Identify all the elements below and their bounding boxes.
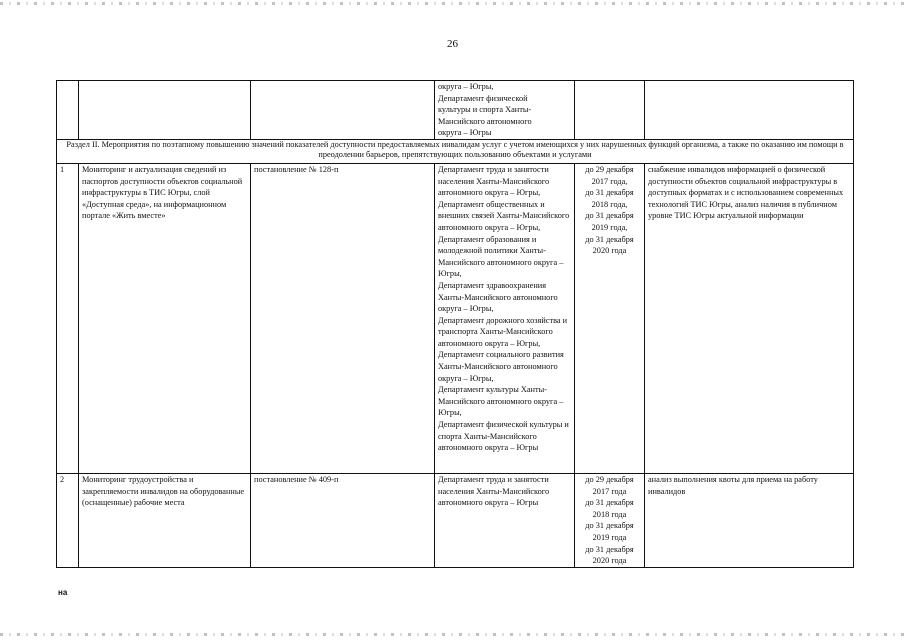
cell-deadline <box>575 81 645 140</box>
footer-mark: на <box>58 588 68 597</box>
section-title: Раздел II. Мероприятия по поэтапному повышению значений показателей доступности предоставляемых инвалидам услуг с учетом имеющихся у них нарушенных функций организма, а также по оказанию им помощи в преодолении барьеров, препятствующих пользованию объектами и услугами <box>57 139 854 163</box>
cell-act: постановление № 128-п <box>251 163 435 473</box>
cell-result: анализ выполнения квоты для приема на работу инвалидов <box>645 473 854 567</box>
cell-event: Мониторинг трудоустройства и закрепляемости инвалидов на оборудованные (оснащенные) рабочие места <box>79 473 251 567</box>
cell-executors: Департамент труда и занятости населения Ханты-Мансийского автономного округа – Югры, Департамент общественных и внешних связей Ханты-Мансийского автономного округа – Югры, Департамент образования и молодежной политики Ханты-Мансийского автономного округа – Югры, Департамент здравоохранения Ханты-Мансийского автономного округа – Югры, Департамент дорожного хозяйства и транспорта Ханты-Мансийского автономного округа – Югры, Департамент социального развития Ханты-Мансийского автономного округа – Югры, Департамент культуры Ханты-Мансийского автономного округа – Югры, Департамент физической культуры и спорта Ханты-Мансийского автономного округа – Югры <box>435 163 575 473</box>
cell-executors: Департамент труда и занятости населения Ханты-Мансийского автономного округа – Югры <box>435 473 575 567</box>
section-header-row <box>57 139 854 163</box>
cell-num <box>57 81 79 140</box>
page-number: 26 <box>447 38 458 50</box>
scan-edge-bottom <box>0 633 905 636</box>
cell-executors: округа – Югры, Департамент физической культуры и спорта Ханты- Мансийского автономного округа – Югры <box>435 81 575 140</box>
cell-result: снабжение инвалидов информацией о физической доступности объектов социальной инфраструктуры в доступных форматах и с использованием современных технологий ТИС Югры, анализ наличия в публичном уровне ТИС Югры актуальной информации <box>645 163 854 473</box>
cell-num: 1 <box>57 163 79 473</box>
cell-act: постановление № 409-п <box>251 473 435 567</box>
cell-num: 2 <box>57 473 79 567</box>
cell-deadline: до 29 декабря 2017 года до 31 декабря 2018 года до 31 декабря 2019 года до 31 декабря 2020 года <box>575 473 645 567</box>
table-row-continuation <box>57 81 854 140</box>
cell-event: Мониторинг и актуализация сведений из паспортов доступности объектов социальной инфраструктуры в ТИС Югры, слой «Доступная среда», на информационном портале «Жить вместе» <box>79 163 251 473</box>
scan-edge-top <box>0 2 905 5</box>
cell-event <box>79 81 251 140</box>
table-row <box>57 163 854 473</box>
cell-result <box>645 81 854 140</box>
cell-deadline: до 29 декабря 2017 года, до 31 декабря 2018 года, до 31 декабря 2019 года, до 31 декабря 2020 года <box>575 163 645 473</box>
cell-act <box>251 81 435 140</box>
events-table <box>56 80 854 568</box>
table-row <box>57 473 854 567</box>
